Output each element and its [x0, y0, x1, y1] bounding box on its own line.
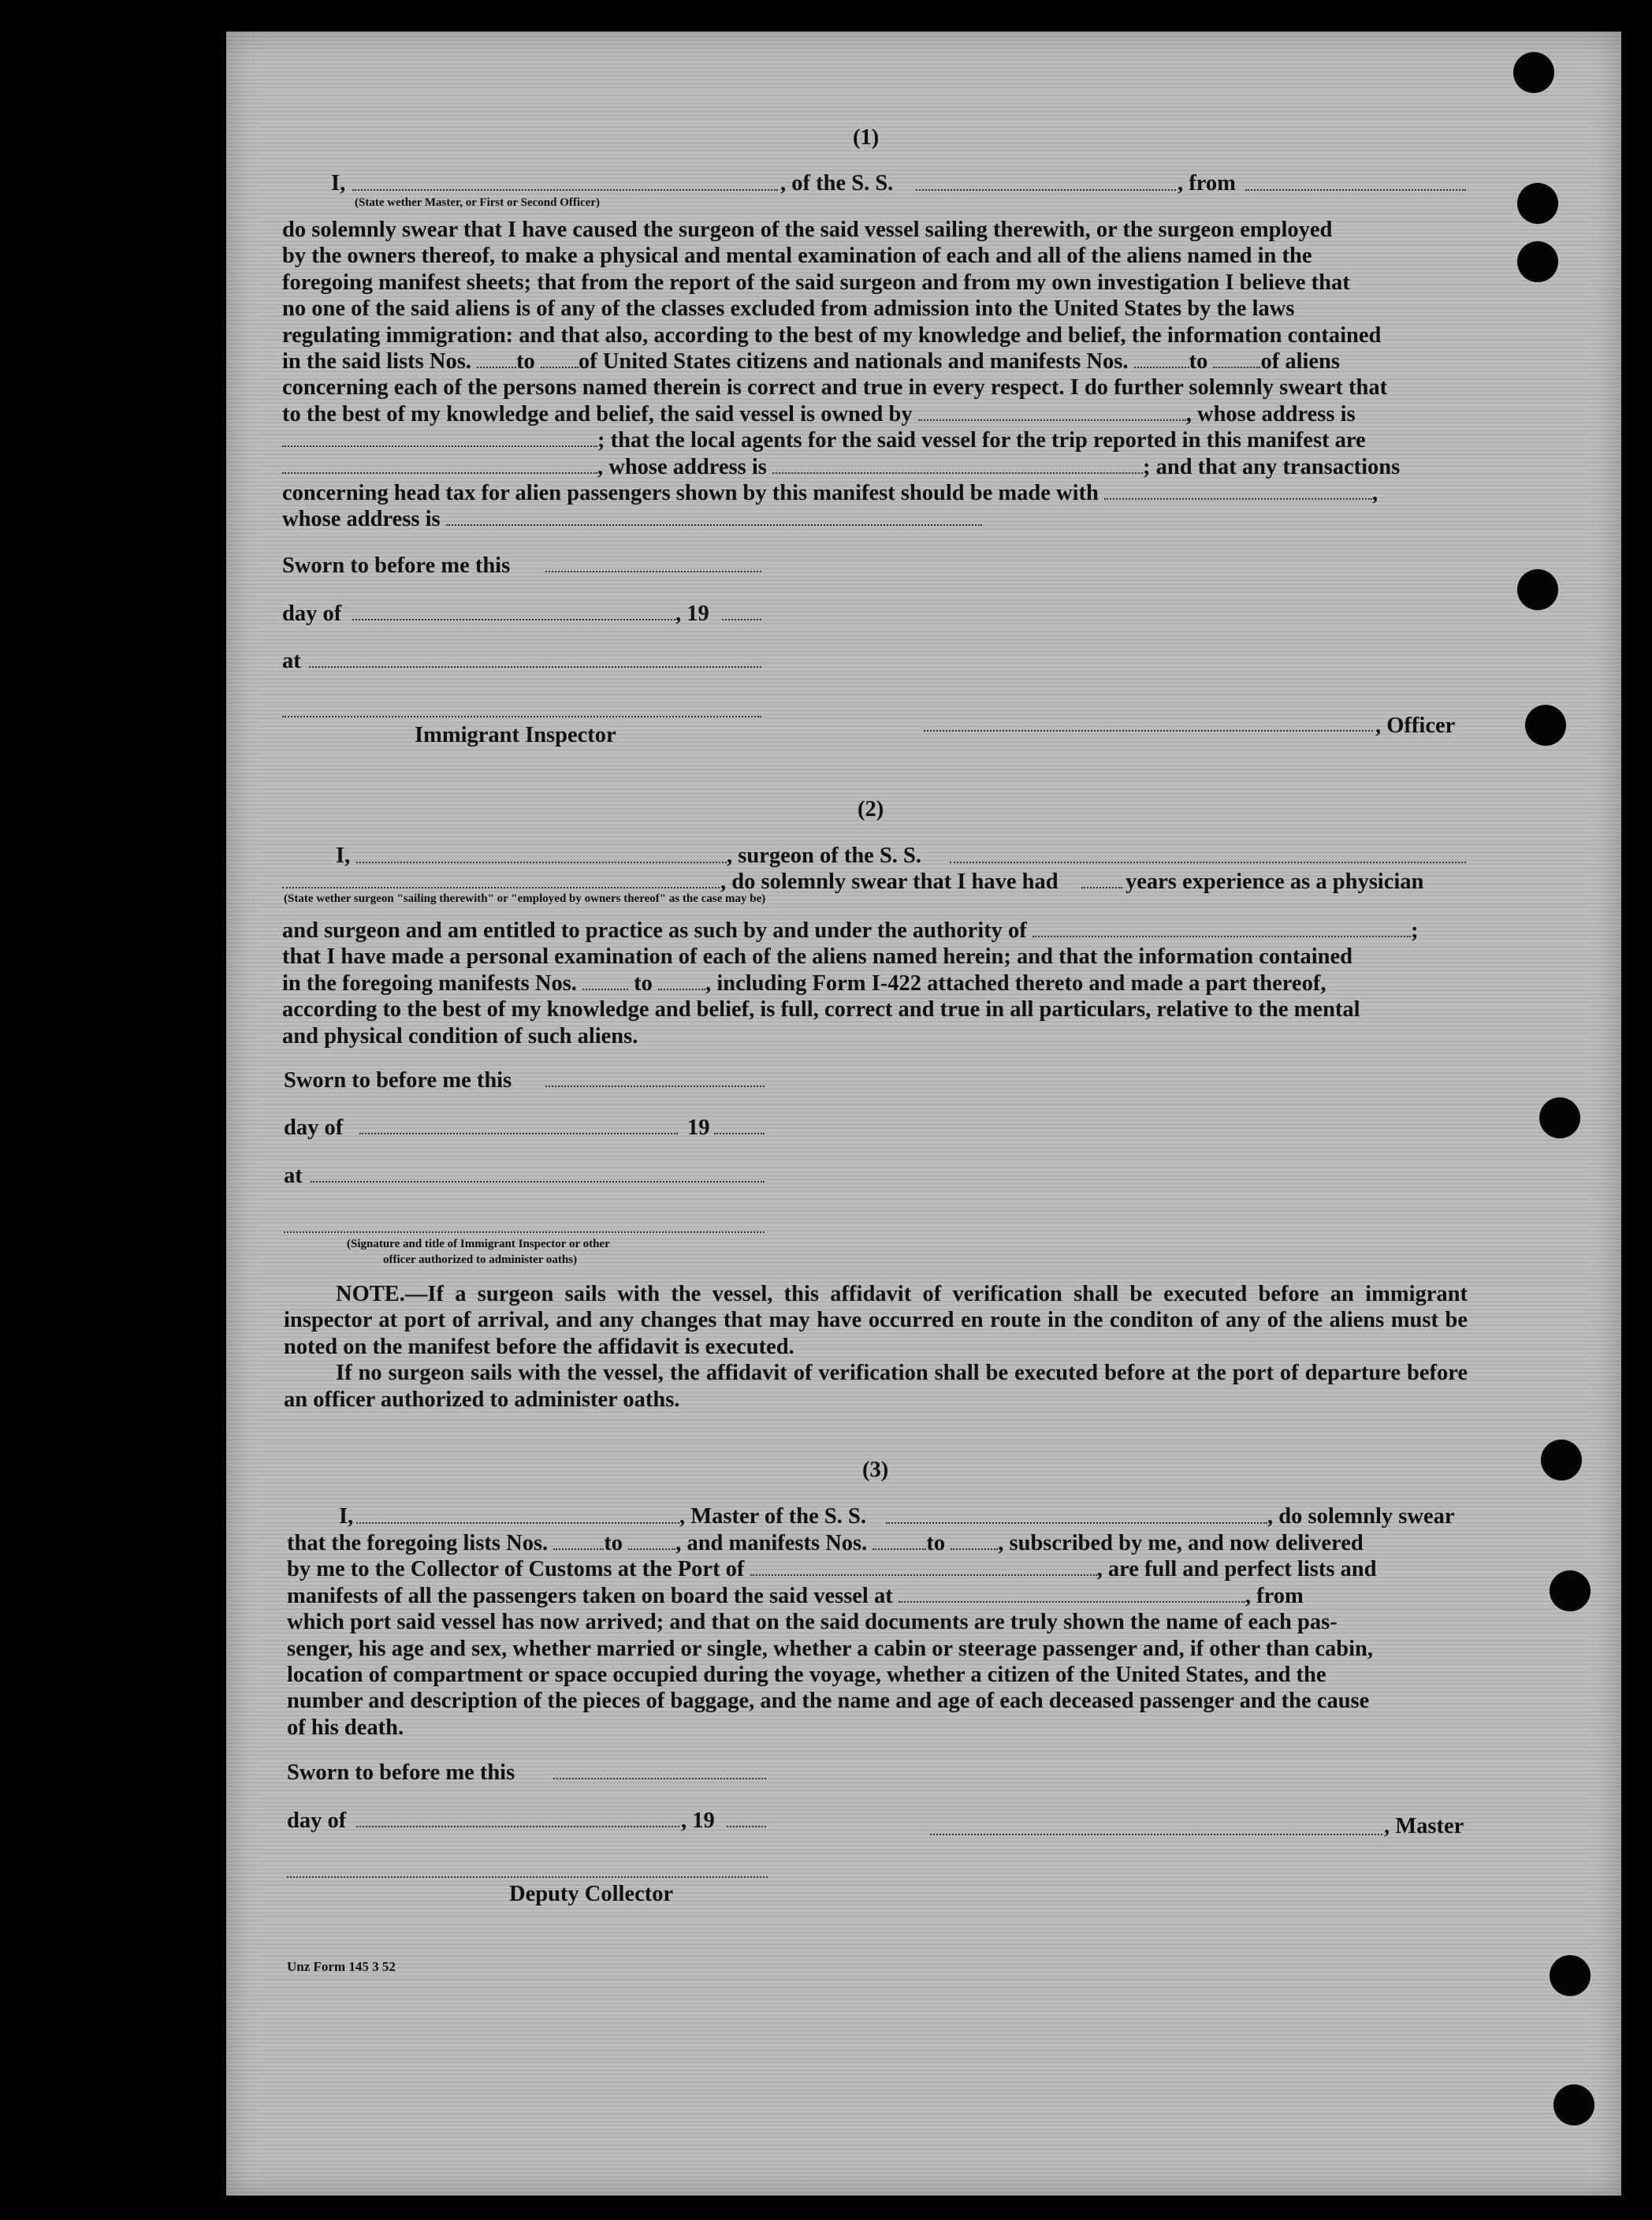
affidavit1-line [282, 506, 1468, 532]
manifest-from-field[interactable] [582, 988, 628, 990]
text-segment: , whose address is [1185, 401, 1356, 426]
affidavit1-line: no one of the said aliens is of any of the classes excluded from admission into the United States by the laws [282, 296, 1295, 322]
sworn-date-field[interactable] [545, 1086, 765, 1087]
lists-from-field[interactable] [553, 1548, 604, 1550]
punch-hole [1517, 569, 1558, 610]
place-field[interactable] [309, 666, 761, 668]
text-segment: manifests of all the passengers taken on board the said vessel at [287, 1583, 893, 1608]
year-label: , 19 [675, 602, 709, 626]
head-tax-contact-field[interactable] [1104, 497, 1372, 500]
text-segment: concerning head tax for alien passengers shown by this manifest should be made with [282, 481, 1099, 506]
text-segment: , and manifests Nos. [675, 1531, 868, 1555]
affidavit3-line: which port said vessel has now arrived; and that on the said documents are truly shown the name of each pas- [287, 1610, 1338, 1635]
collector-label: Deputy Collector [509, 1882, 674, 1906]
manifest-to-field[interactable] [658, 988, 705, 990]
year-field[interactable] [722, 619, 761, 620]
sworn-date-field[interactable] [553, 1778, 766, 1779]
affidavit3-body [287, 1530, 1469, 1741]
place-field[interactable] [311, 1181, 765, 1183]
text-segment: to [1189, 349, 1208, 374]
day-of-label: day of [282, 602, 342, 626]
text-segment: to [516, 349, 535, 374]
punch-hole [1550, 1955, 1591, 1996]
affidavit1-line: regulating immigration: and that also, according to the best of my knowledge and belief, the information contained [282, 322, 1382, 348]
master-name-field[interactable] [356, 1522, 679, 1524]
affidavit1-number: (1) [853, 125, 880, 150]
agents-field[interactable] [282, 471, 597, 474]
text-segment: , whose address is [597, 454, 767, 479]
from-label: , from [1178, 171, 1236, 196]
affidavit1-opening: I, [331, 171, 346, 196]
text-segment: , are full and perfect lists and [1096, 1557, 1377, 1582]
punch-hole [1539, 1097, 1580, 1138]
collector-signature-field[interactable] [287, 1876, 768, 1878]
sworn-label: Sworn to before me this [284, 1068, 512, 1093]
affidavit2-number: (2) [858, 797, 884, 821]
punch-hole [1517, 183, 1558, 224]
master-vessel-field[interactable] [886, 1522, 1267, 1524]
sworn-date-field[interactable] [545, 571, 761, 572]
affidavit3-line: of his death. [287, 1715, 404, 1740]
affidavit3-line [287, 1530, 1469, 1556]
years-label: years experience as a physician [1126, 870, 1424, 894]
lists-to-field[interactable] [628, 1548, 675, 1550]
day-of-label: day of [287, 1808, 347, 1833]
master-label: , Master [1384, 1814, 1464, 1838]
affidavit1-line: concerning each of the persons named therein is correct and true in every respect. I do further solemnly sweart that [282, 375, 1388, 400]
affidavit1-line [282, 348, 1468, 374]
authority-field[interactable] [1032, 935, 1411, 937]
punch-hole [1525, 705, 1566, 746]
punch-hole [1553, 2084, 1594, 2125]
head-tax-address-field[interactable] [446, 523, 982, 526]
text-segment: of United States citizens and nationals and manifests Nos. [578, 349, 1129, 374]
text-segment: ; [1410, 918, 1419, 943]
affidavit1-body [282, 217, 1468, 533]
at-label: at [284, 1164, 303, 1188]
note-paragraph: NOTE.—If a surgeon sails with the vessel, this affidavit of verification shall be executed before an immigrant inspector at port of arrival, and any changes that may have occurred en route in the conditon of any of the aliens must be noted on the manifest before the affidavit is executed. [284, 1282, 1468, 1359]
month-field[interactable] [352, 619, 675, 620]
text-segment: in the foregoing manifests Nos. [282, 970, 577, 996]
affidavit3-line [287, 1556, 1469, 1582]
affidavit3-line: location of compartment or space occupied during the voyage, whether a citizen of the United States, and the [287, 1663, 1326, 1688]
owner-address-field[interactable] [282, 445, 597, 447]
manifests-from-field[interactable] [1134, 366, 1189, 368]
text-segment: by me to the Collector of Customs at the Port of [287, 1557, 745, 1582]
affidavit2-line: and physical condition of such aliens. [282, 1023, 638, 1049]
affidavit3-line: senger, his age and sex, whether married or single, whether a cabin or steerage passenger and, if other than cabin, [287, 1636, 1374, 1661]
owner-field[interactable] [918, 419, 1186, 421]
signature-note: (Signature and title of Immigrant Inspector or other [347, 1238, 610, 1250]
punch-hole [1541, 1440, 1582, 1481]
day-of-label: day of [284, 1116, 344, 1140]
affidavit1-line: by the owners thereof, to make a physical and mental examination of each and all of the aliens named in the [282, 244, 1312, 269]
port-field[interactable] [750, 1574, 1097, 1576]
month-field[interactable] [356, 1826, 679, 1827]
master-of-label: , Master of the S. S. [679, 1504, 866, 1529]
text-segment: and surgeon and am entitled to practice as such by and under the authority of [282, 918, 1027, 943]
affidavit2-line: according to the best of my knowledge and belief, is full, correct and true in all particulars, relative to the mental [282, 997, 1360, 1022]
text-segment: to [926, 1531, 946, 1555]
text-segment: of aliens [1260, 349, 1340, 374]
text-segment: to [634, 970, 653, 996]
of-ss-label: , of the S. S. [780, 171, 894, 196]
year-label: 19 [687, 1116, 710, 1140]
affidavit3-number: (3) [862, 1458, 889, 1482]
text-segment: , [1372, 481, 1379, 506]
manifests-from-field[interactable] [873, 1548, 926, 1550]
officer-note: (State wether Master, or First or Second Officer) [355, 196, 601, 209]
punch-hole [1517, 241, 1558, 282]
year-label: , 19 [681, 1808, 715, 1833]
affidavit2-line [282, 970, 1468, 996]
affidavit3-line [287, 1583, 1469, 1609]
surgeon-of-label: , surgeon of the S. S. [727, 844, 922, 868]
punch-hole [1513, 52, 1554, 93]
text-segment: that the foregoing lists Nos. [287, 1531, 549, 1555]
sworn-label: Sworn to before me this [282, 553, 511, 578]
surgeon-status-field[interactable] [282, 887, 720, 888]
swear-label: , do solemnly swear that I have had [720, 870, 1059, 894]
affidavit1-line: foregoing manifest sheets; that from the report of the said surgeon and from my own investigation I believe that [282, 270, 1350, 295]
agents-address-field[interactable] [772, 471, 1143, 474]
surgeon-vessel-field[interactable] [950, 862, 1466, 863]
affidavit2-body [282, 918, 1468, 1049]
vessel-name-field[interactable] [916, 189, 1176, 191]
text-segment: ; and that any transactions [1142, 454, 1401, 479]
affidavit2-opening: I, [336, 844, 351, 868]
swear-label: , do solemnly swear [1267, 1504, 1455, 1529]
text-segment: to [604, 1531, 623, 1555]
sworn-label: Sworn to before me this [287, 1760, 515, 1785]
punch-hole [1550, 1570, 1591, 1611]
note-paragraph: If no surgeon sails with the vessel, the affidavit of verification shall be executed before at the port of departure before an officer authorized to administer oaths. [284, 1361, 1468, 1412]
month-field[interactable] [359, 1133, 678, 1134]
affidavit1-line [282, 454, 1468, 480]
affidavit3-line: number and description of the pieces of baggage, and the name and age of each deceased passenger and the cause [287, 1689, 1370, 1714]
text-segment: , from [1245, 1583, 1304, 1608]
affidavit1-line [282, 480, 1468, 506]
text-segment: in the said lists Nos. [282, 349, 471, 374]
officer-signature-field[interactable] [924, 730, 1373, 732]
departure-port-field[interactable] [899, 1600, 1245, 1603]
master-signature-field[interactable] [930, 1834, 1382, 1835]
lists-to-field[interactable] [541, 366, 579, 368]
affidavit1-line [282, 427, 1468, 453]
affidavit2-line: that I have made a personal examination of each of the aliens named herein; and that the information contained [282, 944, 1352, 970]
officer-label: , Officer [1375, 713, 1456, 738]
surgeon-note: (State wether surgeon "sailing therewith" or "employed by owners thereof" as the case may be) [284, 892, 766, 905]
at-label: at [282, 649, 301, 673]
form-id: Unz Form 145 3 52 [287, 1959, 396, 1974]
manifests-to-field[interactable] [951, 1548, 998, 1550]
inspector-label: Immigrant Inspector [415, 723, 616, 747]
note-block [284, 1281, 1468, 1413]
officer-name-field[interactable] [352, 189, 778, 191]
affidavit2-line [282, 918, 1468, 944]
surgeon-name-field[interactable] [356, 862, 727, 863]
text-segment: whose address is [282, 507, 441, 532]
manifests-to-field[interactable] [1213, 366, 1260, 368]
lists-from-field[interactable] [477, 366, 516, 368]
text-segment: to the best of my knowledge and belief, the said vessel is owned by [282, 401, 913, 426]
year-field[interactable] [714, 1133, 765, 1134]
text-segment: , subscribed by me, and now delivered [998, 1531, 1364, 1555]
affidavit3-opening: I, [339, 1504, 354, 1529]
signature-field[interactable] [284, 1231, 765, 1233]
year-field[interactable] [727, 1826, 766, 1827]
affidavit1-line: do solemnly swear that I have caused the surgeon of the said vessel sailing therewith, or the surgeon employed [282, 218, 1333, 242]
text-segment: , including Form I-422 attached thereto and made a part thereof, [705, 970, 1326, 996]
signature-note: officer authorized to administer oaths) [383, 1253, 578, 1266]
years-field[interactable] [1081, 887, 1122, 888]
from-port-field[interactable] [1245, 189, 1466, 191]
text-segment: ; that the local agents for the said vessel for the trip reported in this manifest are [597, 428, 1366, 453]
affidavit1-line [282, 401, 1468, 427]
inspector-signature-field[interactable] [282, 716, 761, 717]
